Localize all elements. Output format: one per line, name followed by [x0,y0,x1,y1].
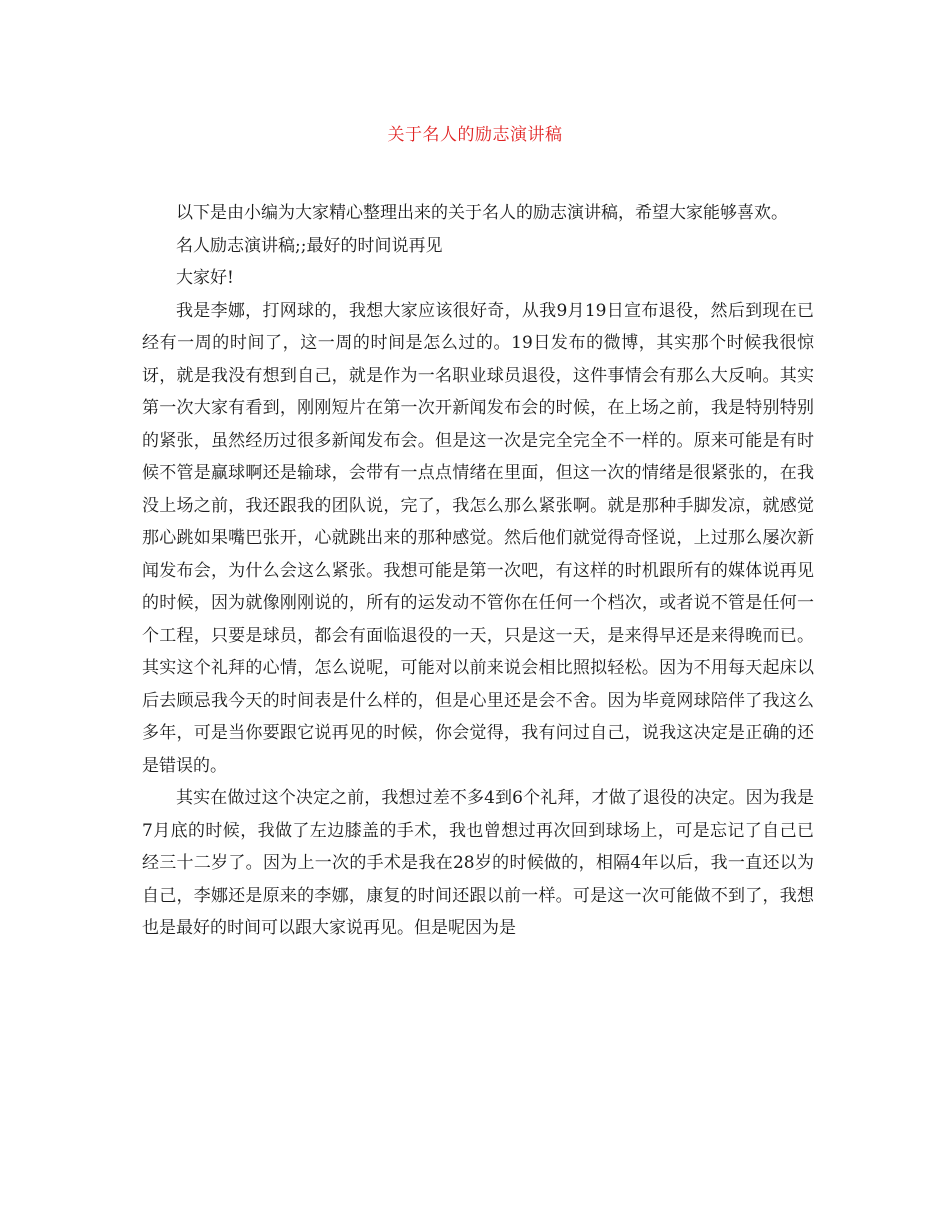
document-title: 关于名人的励志演讲稿 [387,125,563,145]
speech-heading: 名人励志演讲稿;;最好的时间说再见 [176,235,443,256]
document-body [142,197,814,945]
body-paragraph: 我是李娜，打网球的，我想大家应该很好奇，从我9月19日宣布退役，然后到现在已经有一周的时间了，这一周的时间是怎么过的。19日发布的微博，其实那个时候我很惊讶，就是我没有想到自己，就是作为一名职业球员退役，这件事情会有那么大反响。其实第一次大家有看到，刚刚短片在第一次开新闻发布会的时候，在上场之前，我是特别特别的紧张，虽然经历过很多新闻发布会。但是这一次是完全完全不一样的。原来可能是有时候不管是赢球啊还是输球，会带有一点点情绪在里面，但这一次的情绪是很紧张的，在我没上场之前，我还跟我的团队说，完了，我怎么那么紧张啊。就是那种手脚发凉，就感觉那心跳如果嘴巴张开，心就跳出来的那种感觉。然后他们就觉得奇怪说，上过那么屡次新闻发布会，为什么会这么紧张。我想可能是第一次吧，有这样的时机跟所有的媒体说再见的时候，因为就像刚刚说的，所有的运发动不管你在任何一个档次，或者说不管是任何一个工程，只要是球员，都会有面临退役的一天，只是这一天，是来得早还是来得晚而已。其实这个礼拜的心情，怎么说呢，可能对以前来说会相比照拟轻松。因为不用每天起床以后去顾忌我今天的时间表是什么样的，但是心里还是会不舍。因为毕竟网球陪伴了我这么多年，可是当你要跟它说再见的时候，你会觉得，我有问过自己，说我这决定是正确的还是错误的。 [142,300,814,776]
intro-paragraph: 以下是由小编为大家精心整理出来的关于名人的励志演讲稿，希望大家能够喜欢。 [176,203,788,223]
body-paragraph: 其实在做过这个决定之前，我想过差不多4到6个礼拜，才做了退役的决定。因为我是7月底的时候，我做了左边膝盖的手术，我也曾想过再次回到球场上，可是忘记了自己已经三十二岁了。因为上一次的手术是我在28岁的时候做的，相隔4年以后，我一直还以为自己，李娜还是原来的李娜，康复的时间还跟以前一样。可是这一次可能做不到了，我想也是最好的时间可以跟大家说再见。但是呢因为是 [142,788,814,938]
greeting-paragraph: 大家好! [176,268,234,288]
